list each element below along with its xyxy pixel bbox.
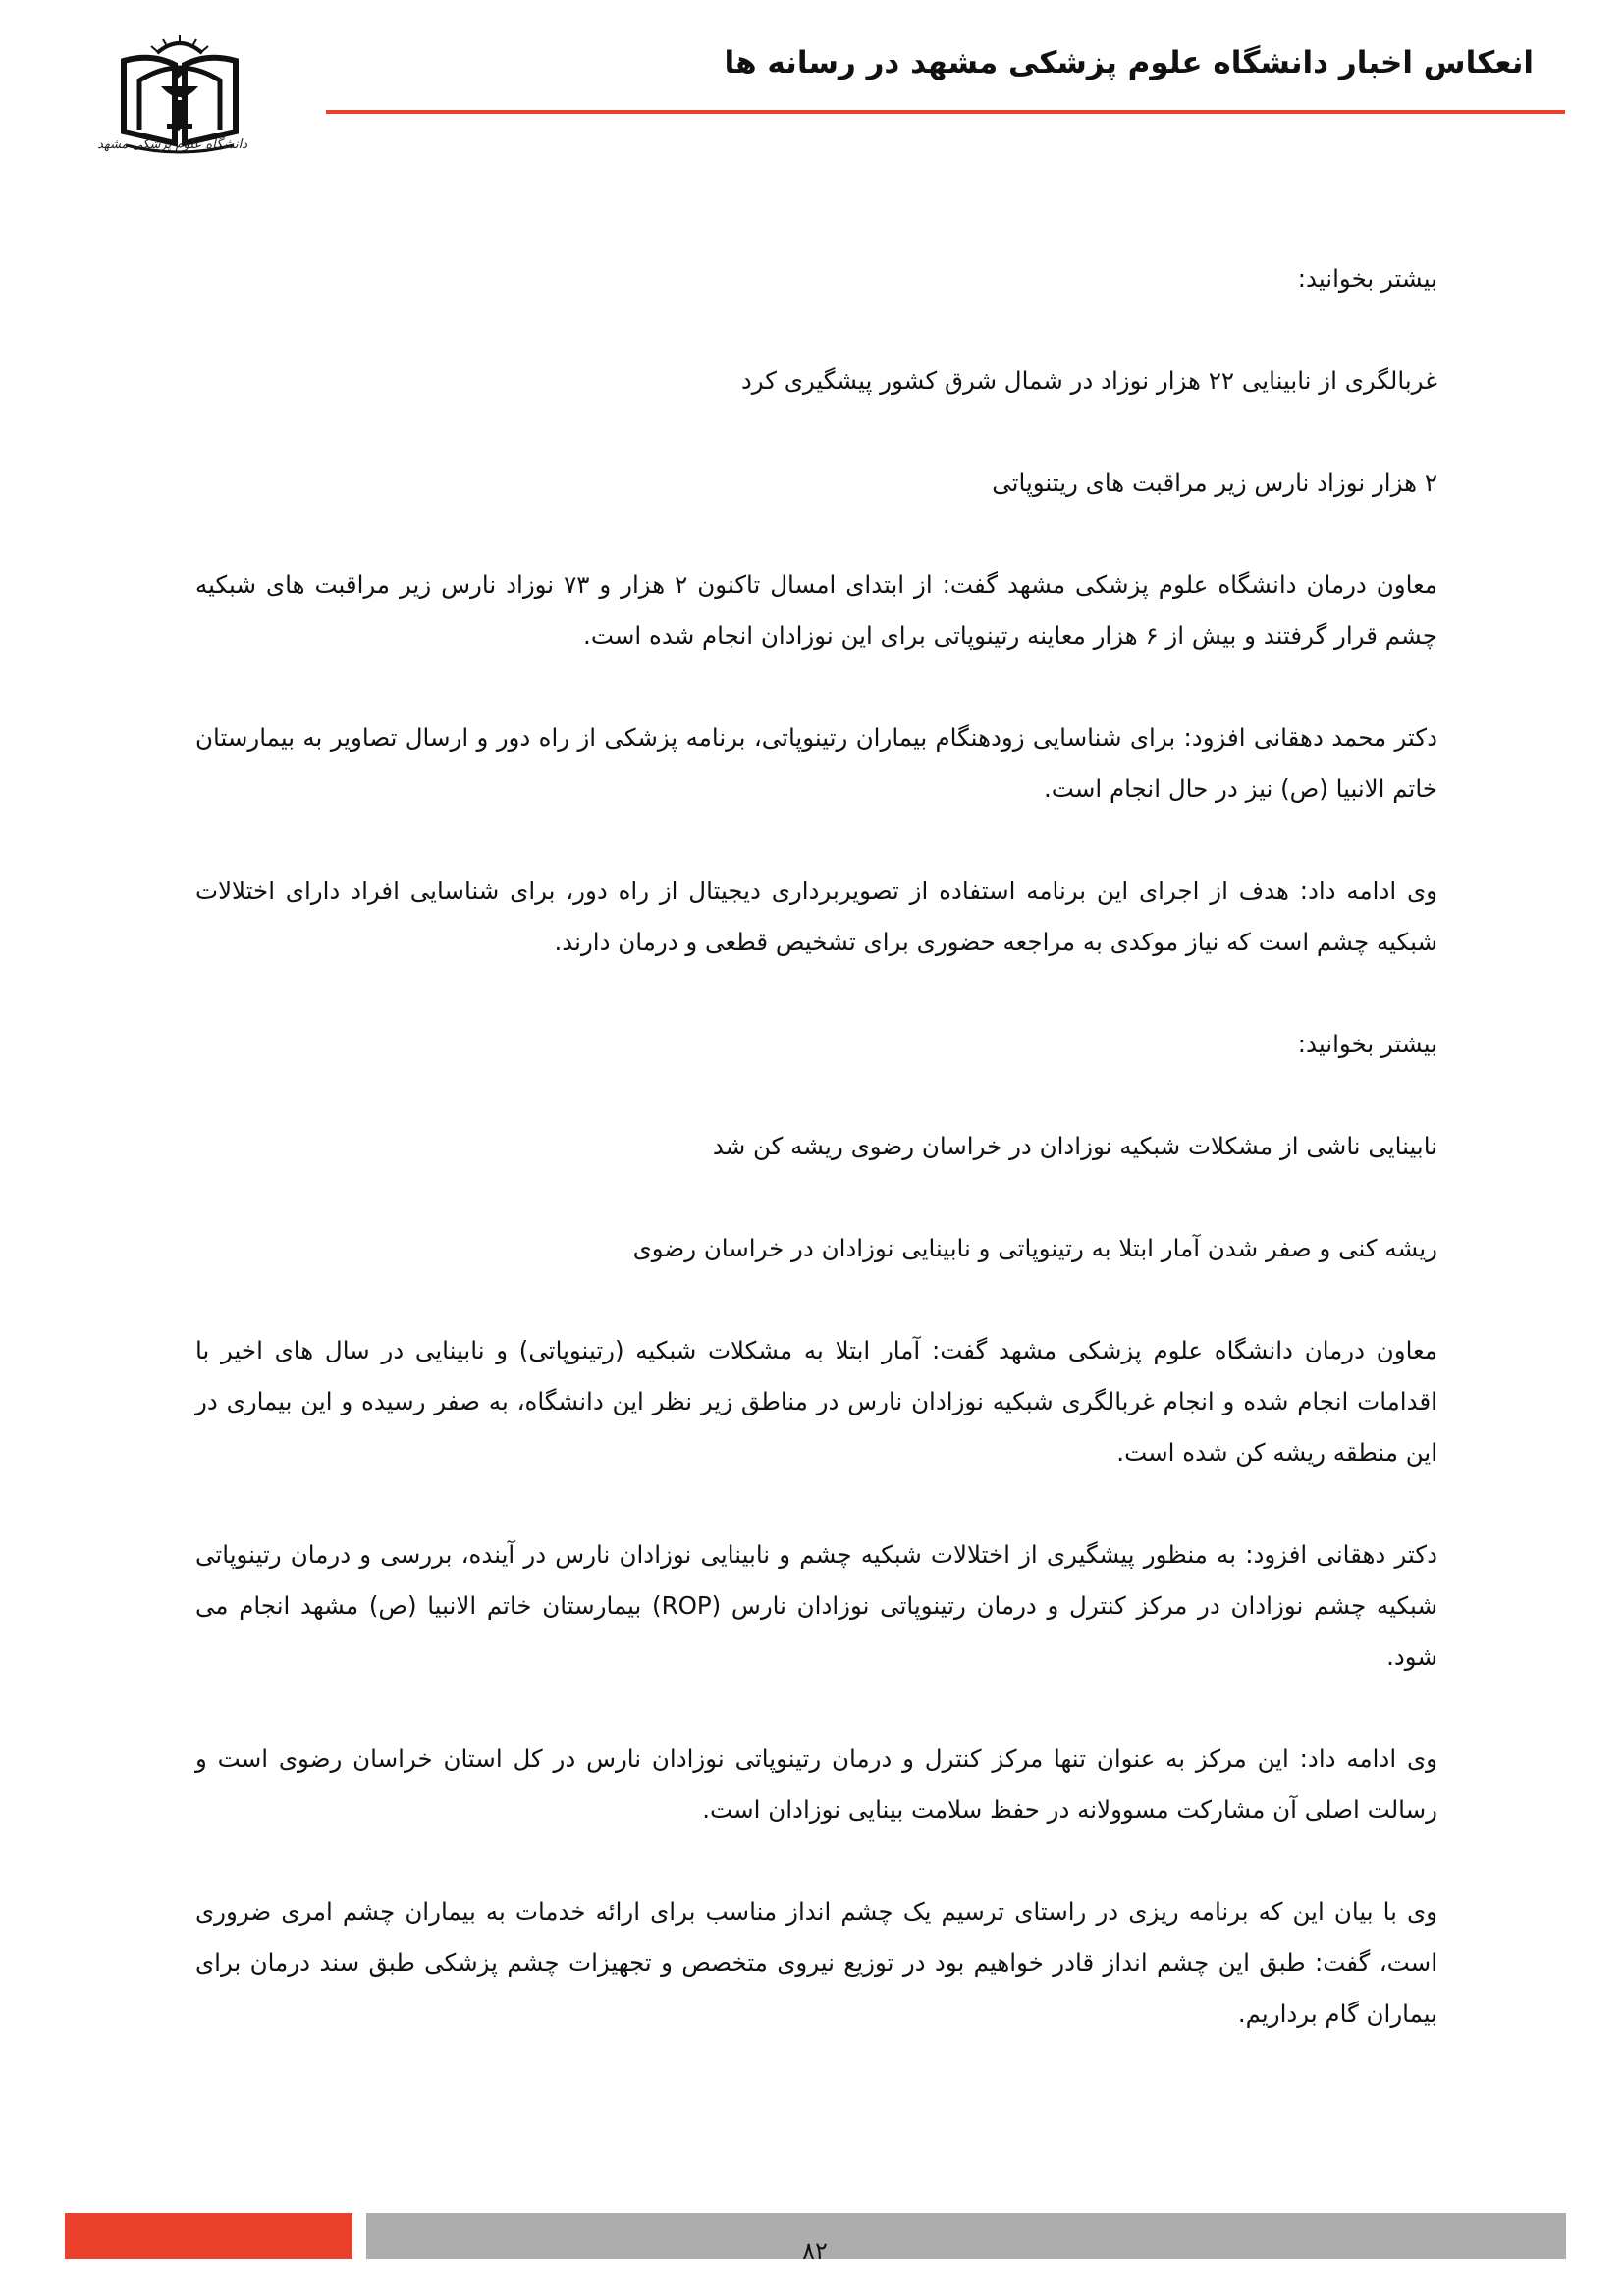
article-paragraph: وی ادامه داد: این مرکز به عنوان تنها مرکز کنترل و درمان رتینوپاتی نوزادان نارس در کل استان خراسان رضوی است و رسالت اصلی آن مشارکت مسوولانه در حفظ سلامت بینایی نوزادان است. bbox=[195, 1744, 1437, 1824]
article-body bbox=[195, 253, 1437, 2091]
article-headline: ریشه کنی و صفر شدن آمار ابتلا به رتینوپاتی و نابینایی نوزادان در خراسان رضوی bbox=[632, 1234, 1437, 1262]
article-paragraph: معاون درمان دانشگاه علوم پزشکی مشهد گفت: آمار ابتلا به مشکلات شبکیه (رتینوپاتی) و نابینایی در سال های اخیر با اقدامات انجام شده و انجام غربالگری شبکیه نوزادان نارس در مناطق زیر نظر این دانشگاه، به صفر رسیده و این بیماری در این منطقه ریشه کن شده است. bbox=[195, 1336, 1437, 1467]
footer-gray-bar bbox=[366, 2213, 1566, 2259]
related-headline: غربالگری از نابینایی ۲۲ هزار نوزاد در شمال شرق کشور پیشگیری کرد bbox=[740, 366, 1437, 395]
read-more-label: بیشتر بخوانید: bbox=[1297, 264, 1437, 293]
page-header-title: انعکاس اخبار دانشگاه علوم پزشکی مشهد در رسانه ها bbox=[724, 45, 1534, 80]
article-headline: ۲ هزار نوزاد نارس زیر مراقبت های ریتنوپاتی bbox=[992, 468, 1437, 497]
article-paragraph: وی ادامه داد: هدف از اجرای این برنامه استفاده از تصویربرداری دیجیتال از راه دور، برای شناسایی افراد دارای اختلالات شبکیه چشم است که نیاز موکدی به مراجعه حضوری برای تشخیص قطعی و درمان دارند. bbox=[195, 877, 1437, 956]
article-paragraph: دکتر دهقانی افزود: به منظور پیشگیری از اختلالات شبکیه چشم و نابینایی نوزادان نارس در آینده، بررسی و درمان رتینوپاتی شبکیه چشم نوزادان در مرکز کنترل و درمان رتینوپاتی نوزادان نارس (ROP) بیمارستان خاتم الانبیا (ص) مشهد انجام می شود. bbox=[195, 1540, 1437, 1671]
article-paragraph: دکتر محمد دهقانی افزود: برای شناسایی زودهنگام بیماران رتینوپاتی، برنامه پزشکی از راه دور و ارسال تصاویر به بیمارستان خاتم الانبیا (ص) نیز در حال انجام است. bbox=[195, 723, 1437, 803]
related-headline: نابینایی ناشی از مشکلات شبکیه نوزادان در خراسان رضوی ریشه کن شد bbox=[712, 1132, 1437, 1160]
footer-accent-bar bbox=[65, 2213, 352, 2259]
header-divider bbox=[326, 110, 1565, 114]
page-number: ۸۲ bbox=[802, 2237, 828, 2265]
logo-caption: دانشگاه علوم پزشکی مشهد bbox=[97, 137, 247, 152]
read-more-label: بیشتر بخوانید: bbox=[1297, 1030, 1437, 1058]
article-paragraph: معاون درمان دانشگاه علوم پزشکی مشهد گفت: از ابتدای امسال تاکنون ۲ هزار و ۷۳ نوزاد نارس زیر مراقبت های شبکیه چشم قرار گرفتند و بیش از ۶ هزار معاینه رتینوپاتی برای این نوزادان انجام شده است. bbox=[195, 570, 1437, 650]
article-paragraph: وی با بیان این که برنامه ریزی در راستای ترسیم یک چشم انداز مناسب برای ارائه خدمات به بیماران چشم امری ضروری است، گفت: طبق این چشم انداز قادر خواهیم بود در توزیع نیروی متخصص و تجهیزات چشم پزشکی طبق سند درمان برای بیماران گام برداریم. bbox=[195, 1897, 1437, 2028]
